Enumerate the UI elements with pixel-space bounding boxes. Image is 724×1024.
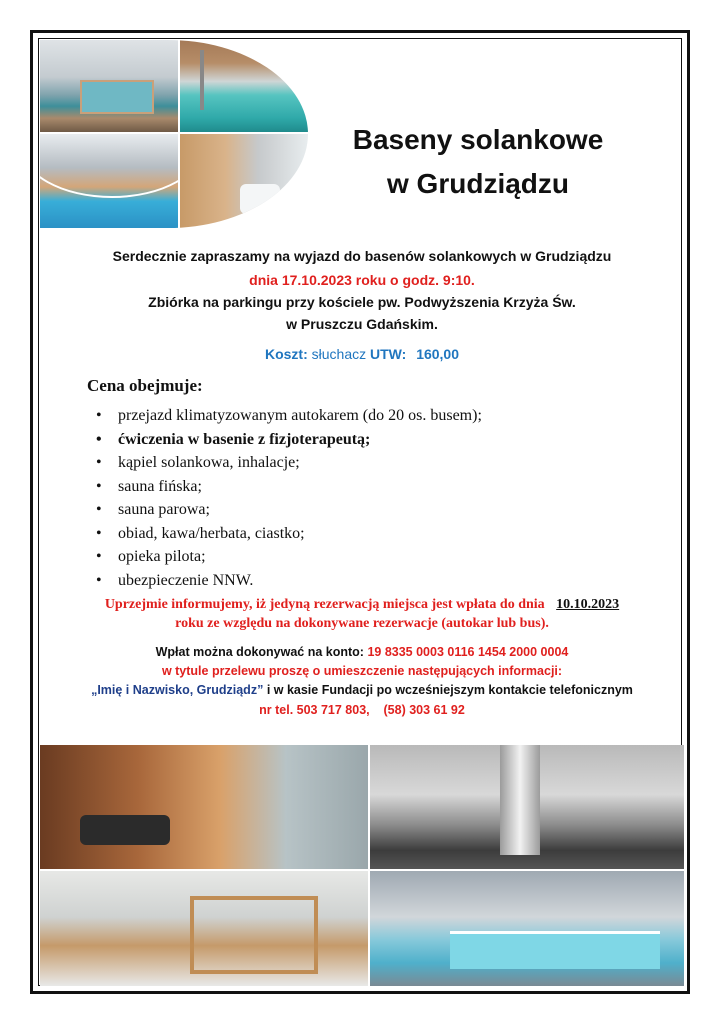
list-item: • kąpiel solankowa, inhalacje; — [96, 451, 482, 475]
bottom-photo-collage — [40, 745, 684, 986]
main-pool-photo — [370, 871, 684, 986]
relax-area-photo — [40, 871, 368, 986]
includes-heading: Cena obejmuje: — [87, 376, 203, 395]
meeting-town: w Pruszczu Gdańskim. — [286, 316, 438, 332]
includes-list — [96, 404, 482, 592]
invite-line-1: Serdecznie zapraszamy na wyjazd do basenów solankowych w Grudziądzu — [112, 248, 612, 264]
phone-numbers: nr tel. 503 717 803, (58) 303 61 92 — [259, 703, 465, 717]
account-number: 19 8335 0003 0116 1454 2000 0004 — [367, 645, 569, 659]
payment-account-line — [40, 645, 684, 659]
payment-label: Wpłat można dokonywać na konto: — [155, 645, 364, 659]
cost-amount: 160,00 — [416, 346, 460, 362]
list-item: • obiad, kawa/herbata, ciastko; — [96, 522, 482, 546]
cost-org: UTW: — [370, 346, 407, 362]
title-line-2: w Grudziądzu — [387, 168, 569, 199]
top-photo-collage — [40, 40, 308, 228]
reservation-notice-line-1 — [40, 597, 684, 613]
list-item: • sauna fińska; — [96, 475, 482, 499]
sauna-photo — [40, 745, 368, 869]
invite-date: dnia 17.10.2023 roku o godz. 9:10. — [249, 272, 475, 288]
brine-pool-photo — [180, 40, 308, 132]
list-item: • ćwiczenia w basenie z fizjoterapeutą; — [96, 428, 482, 452]
list-item: • sauna parowa; — [96, 498, 482, 522]
list-item: • ubezpieczenie NNW. — [96, 569, 482, 593]
page-title — [318, 118, 638, 206]
indoor-pool-photo — [40, 40, 178, 132]
dome-pool-photo — [40, 134, 178, 228]
transfer-title-info: w tytule przelewu proszę o umieszczenie następujących informacji: — [161, 664, 563, 678]
list-item: • przejazd klimatyzowanym autokarem (do 20 os. busem); — [96, 404, 482, 428]
notice-text: Uprzejmie informujemy, iż jedyną rezerwacją miejsca jest wpłata do dnia — [104, 597, 545, 612]
meeting-place: Zbiórka na parkingu przy kościele pw. Podwyższenia Krzyża Św. — [148, 294, 576, 310]
reservation-notice-line-2: roku ze względu na dokonywane rezerwacje (autokar lub bus). — [175, 616, 549, 631]
title-format-quote: „Imię i Nazwisko, Grudziądz” — [91, 683, 264, 697]
deadline-date: 10.10.2023 — [556, 597, 620, 612]
cost-line — [40, 346, 684, 362]
title-line-1: Baseny solankowe — [352, 124, 604, 155]
list-item: • opieka pilota; — [96, 545, 482, 569]
transfer-title-format — [40, 683, 684, 697]
cashier-info: i w kasie Fundacji po wcześniejszym kontakcie telefonicznym — [266, 683, 633, 697]
cost-who: słuchacz — [311, 346, 367, 362]
cost-label: Koszt: — [264, 346, 308, 362]
jacuzzi-photo — [180, 134, 308, 228]
steam-room-photo — [370, 745, 684, 869]
